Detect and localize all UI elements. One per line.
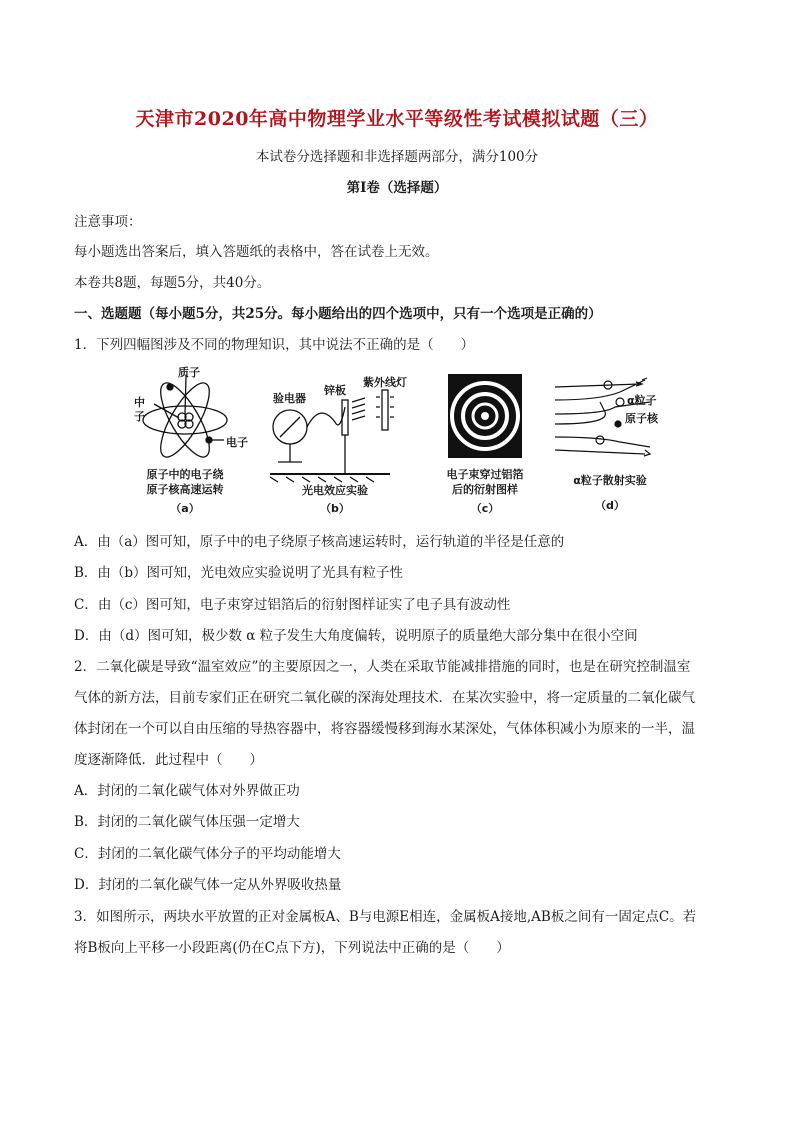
q1-figure [130,362,670,517]
diffraction-pattern-drawing [448,374,522,458]
q1-option-c: C．由（c）图可知，电子束穿过铝箔后的衍射图样证实了电子具有波动性 [74,597,511,613]
fig-a-neutron-label-1: 中 [134,396,145,409]
section-heading: 一、选题题（每小题5分，共25分。每小题给出的四个选项中，只有一个选项是正确的） [74,306,602,322]
exam-subtitle: 本试卷分选择题和非选择题两部分，满分100分 [255,149,539,165]
fig-c-caption-1: 电子束穿过铝箔 [446,468,524,481]
fig-b-zinc-label: 锌板 [324,384,346,397]
q3-stem-2: 将B板向上平移一小段距离(仍在C点下方)，下列说法中正确的是（ ） [74,940,510,956]
fig-b-uv-label: 紫外线灯 [363,376,407,389]
fig-a-neutron-label-2: 子 [134,410,145,423]
exam-title: 天津市2020年高中物理学业水平等级性考试模拟试题（三） [135,108,659,130]
fig-c-caption-2: 后的衍射图样 [452,483,518,496]
fig-d-alpha-label: α粒子 [627,394,657,407]
fig-a-tag: （a） [170,502,200,515]
fig-a-caption-1: 原子中的电子绕 [146,468,224,481]
fig-d-tag: （d） [595,499,625,512]
fig-b-electroscope-label: 验电器 [273,392,306,405]
fig-b-caption: 光电效应实验 [302,484,368,497]
q2-stem-4: 度逐渐降低．此过程中（ ） [74,752,263,768]
q2-stem-3: 体封闭在一个可以自由压缩的导热容器中，将容器缓慢移到海水某深处，气体体积减小为原来的一半，温 [74,721,695,737]
q1-option-b: B．由（b）图可知，光电效应实验说明了光具有粒子性 [74,565,404,581]
q1-option-a: A．由（a）图可知，原子中的电子绕原子核高速运转时，运行轨道的半径是任意的 [74,534,565,550]
part-title: 第Ⅰ卷（选择题） [346,180,448,196]
notes-line-1: 每小题选出答案后，填入答题纸的表格中，答在试卷上无效。 [74,244,439,260]
fig-c-tag: （c） [470,502,500,515]
fig-b-tag: （b） [320,502,350,515]
fig-d-nucleus-label: 原子核 [625,412,658,425]
q1-stem: 1．下列四幅图涉及不同的物理知识，其中说法不正确的是（ ） [74,337,475,353]
atom-model-drawing [143,376,227,463]
q2-option-a: A．封闭的二氧化碳气体对外界做正功 [74,783,300,799]
q2-stem-1: 2．二氧化碳是导致“温室效应”的主要原因之一，人类在采取节能减排措施的同时，也是在研究控制温室 [74,659,691,675]
fig-a-electron-label: 电子 [226,436,248,449]
q2-option-c: C．封闭的二氧化碳气体分子的平均动能增大 [74,846,341,862]
q2-option-b: B．封闭的二氧化碳气体压强一定增大 [74,814,300,830]
notes-label: 注意事项： [74,214,142,230]
fig-a-proton-label: 质子 [178,366,200,379]
fig-a-caption-2: 原子核高速运转 [146,483,224,496]
q2-stem-2: 气体的新方法，目前专家们正在研究二氧化碳的深海处理技术．在某次实验中，将一定质量的二氧化碳气 [74,690,695,706]
fig-d-caption: α粒子散射实验 [573,474,647,487]
q1-option-d: D．由（d）图可知，极少数 α 粒子发生大角度偏转，说明原子的质量绝大部分集中在很小空间 [74,628,638,644]
q3-stem-1: 3．如图所示，两块水平放置的正对金属板A、B与电源E相连，金属板A接地,AB板之间有一固定点C。若 [74,909,697,925]
q2-option-d: D．封闭的二氧化碳气体一定从外界吸收热量 [74,877,342,893]
notes-line-2: 本卷共8题，每题5分，共40分。 [74,275,271,291]
